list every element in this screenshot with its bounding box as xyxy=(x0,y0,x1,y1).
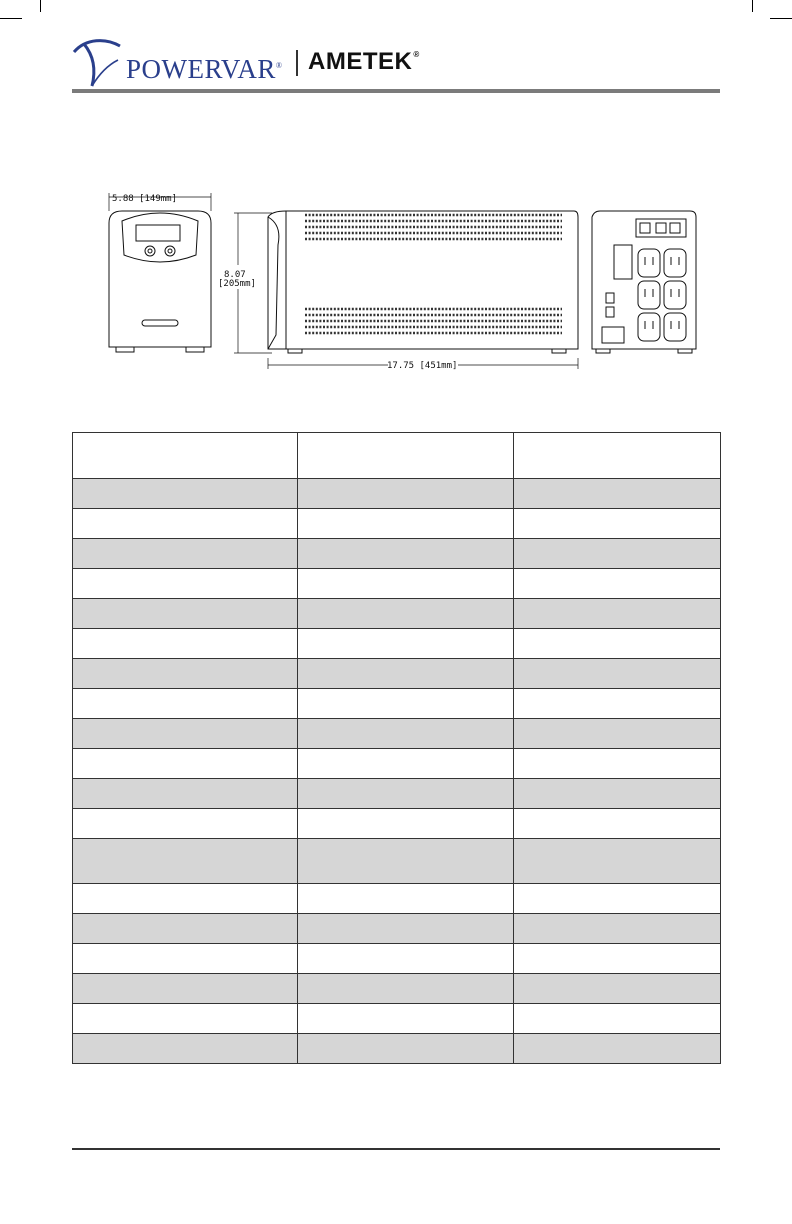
table-cell xyxy=(73,539,298,569)
powervar-wordmark: POWERVAR® xyxy=(126,53,283,84)
table-cell xyxy=(514,719,721,749)
table-cell xyxy=(298,509,514,539)
table-cell xyxy=(514,599,721,629)
powervar-logo xyxy=(72,36,282,88)
table-cell xyxy=(298,1034,514,1064)
side-vents-bottom xyxy=(305,309,562,333)
table-cell xyxy=(298,944,514,974)
table-cell xyxy=(73,509,298,539)
table-cell xyxy=(514,659,721,689)
height-dimension-inches: 8.07 xyxy=(224,270,246,280)
crop-mark-top-right-h xyxy=(770,18,792,19)
ametek-logo: AMETEK ® xyxy=(308,48,420,75)
table-cell xyxy=(514,509,721,539)
table-cell xyxy=(514,569,721,599)
crop-mark-top-left-h xyxy=(0,18,22,19)
table-row xyxy=(73,1004,721,1034)
table-cell xyxy=(514,629,721,659)
specifications-table xyxy=(72,432,721,1064)
table-cell xyxy=(514,779,721,809)
table-row xyxy=(73,809,721,839)
table-cell xyxy=(73,944,298,974)
table-cell xyxy=(73,599,298,629)
table-cell xyxy=(514,839,721,884)
table-cell xyxy=(514,1034,721,1064)
table-cell xyxy=(73,629,298,659)
table-cell xyxy=(298,809,514,839)
table-row xyxy=(73,629,721,659)
table-cell xyxy=(298,884,514,914)
table-cell xyxy=(298,749,514,779)
table-row xyxy=(73,659,721,689)
table-cell xyxy=(298,779,514,809)
table-cell xyxy=(298,659,514,689)
table-row xyxy=(73,599,721,629)
table-cell xyxy=(298,479,514,509)
table-row xyxy=(73,779,721,809)
table-cell xyxy=(298,539,514,569)
table-cell xyxy=(298,839,514,884)
table-cell xyxy=(514,749,721,779)
table-row xyxy=(73,479,721,509)
table-cell xyxy=(298,599,514,629)
unit-dimension-drawing xyxy=(100,185,700,385)
footer-rule xyxy=(72,1148,720,1150)
table-cell xyxy=(73,659,298,689)
table-cell xyxy=(73,1004,298,1034)
page-header xyxy=(72,30,720,94)
header-rule xyxy=(72,89,720,93)
table-cell xyxy=(73,809,298,839)
table-cell xyxy=(73,839,298,884)
table-header-row xyxy=(73,433,721,479)
table-cell xyxy=(73,749,298,779)
table-cell xyxy=(73,689,298,719)
table-cell xyxy=(514,809,721,839)
table-cell xyxy=(298,569,514,599)
rear-outlets xyxy=(638,249,686,341)
table-row xyxy=(73,839,721,884)
table-cell xyxy=(73,1034,298,1064)
table-cell xyxy=(514,479,721,509)
table-cell xyxy=(73,779,298,809)
table-cell xyxy=(298,433,514,479)
table-cell xyxy=(514,914,721,944)
table-cell xyxy=(73,974,298,1004)
crop-mark-top-right-v xyxy=(752,0,753,12)
table-cell xyxy=(73,479,298,509)
table-cell xyxy=(514,689,721,719)
table-cell xyxy=(514,1004,721,1034)
table-row xyxy=(73,539,721,569)
height-dimension-mm: [205mm] xyxy=(218,279,256,289)
table-cell xyxy=(298,914,514,944)
table-cell xyxy=(73,569,298,599)
table-cell xyxy=(298,1004,514,1034)
depth-dimension-label: 17.75 [451mm] xyxy=(387,361,458,371)
crop-mark-top-left-v xyxy=(40,0,41,12)
table-row xyxy=(73,719,721,749)
table-cell xyxy=(298,689,514,719)
table-row xyxy=(73,689,721,719)
table-row xyxy=(73,509,721,539)
table-cell xyxy=(298,629,514,659)
specifications-table-body xyxy=(73,433,721,1064)
powervar-swoosh-icon xyxy=(72,36,124,88)
front-view xyxy=(109,193,211,352)
table-row xyxy=(73,944,721,974)
side-view xyxy=(268,211,578,369)
logo-separator xyxy=(296,50,298,76)
table-cell xyxy=(514,944,721,974)
table-row xyxy=(73,1034,721,1064)
table-row xyxy=(73,884,721,914)
table-cell xyxy=(514,884,721,914)
table-row xyxy=(73,749,721,779)
table-cell xyxy=(514,974,721,1004)
table-row xyxy=(73,914,721,944)
table-row xyxy=(73,569,721,599)
table-row xyxy=(73,974,721,1004)
table-cell xyxy=(514,433,721,479)
table-cell xyxy=(73,884,298,914)
table-cell xyxy=(514,539,721,569)
side-vents-top xyxy=(305,215,562,239)
table-cell xyxy=(73,433,298,479)
table-cell xyxy=(298,719,514,749)
table-cell xyxy=(73,914,298,944)
table-cell xyxy=(73,719,298,749)
table-cell xyxy=(298,974,514,1004)
width-dimension-label: 5.88 [149mm] xyxy=(112,194,178,204)
rear-view xyxy=(592,211,696,353)
